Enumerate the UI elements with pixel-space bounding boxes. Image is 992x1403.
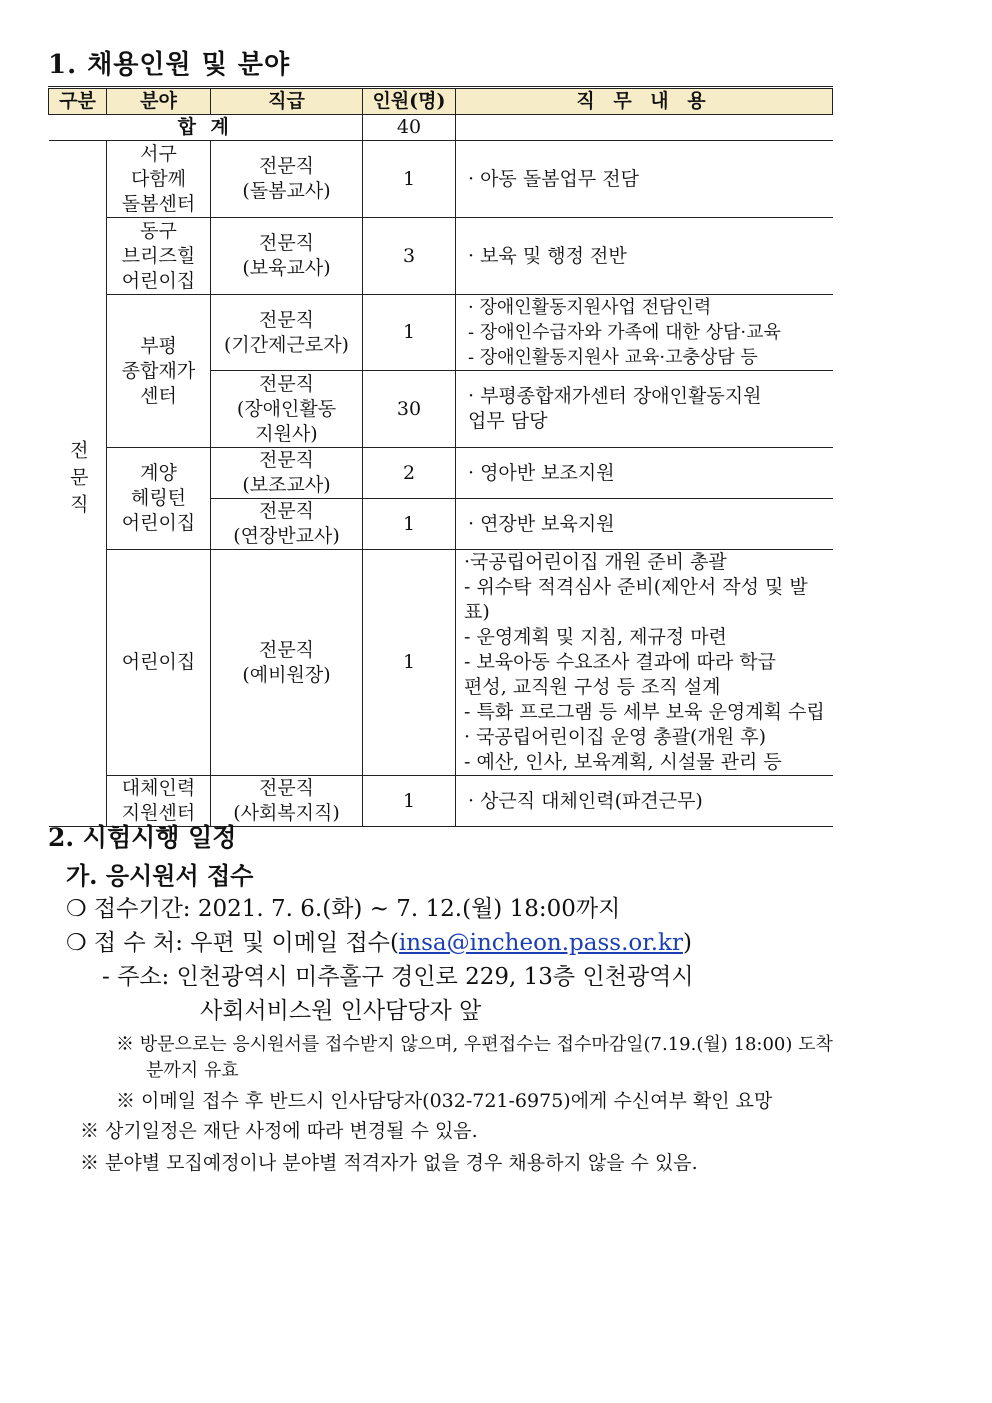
duty-cell: · 상근직 대체인력(파견근무): [456, 776, 833, 827]
count-cell: 1: [363, 776, 456, 827]
header-inwon: 인원(명): [363, 88, 456, 115]
count-cell: 3: [363, 218, 456, 295]
grade-cell: 전문직 (보육교사): [211, 218, 363, 295]
count-cell: 30: [363, 371, 456, 448]
note-no-hire: ※ 분야별 모집예정이나 분야별 적격자가 없을 경우 채용하지 않을 수 있음.: [80, 1152, 698, 1174]
note-visit: ※ 방문으로는 응시원서를 접수받지 않으며, 우편접수는 접수마감일(7.19.(월) 18:00) 도착: [116, 1034, 833, 1055]
header-gubun: 구분: [49, 88, 107, 115]
note-visit-cont: 분까지 유효: [146, 1060, 239, 1081]
reception-place-suffix: ): [682, 930, 692, 956]
table-header-row: [49, 88, 833, 115]
table-row: [49, 550, 833, 776]
total-label: 합 계: [49, 115, 363, 141]
field-cell: 동구 브리즈힐 어린이집: [107, 218, 211, 295]
grade-cell: 전문직 (기간제근로자): [211, 295, 363, 371]
grade-cell: 전문직 (장애인활동 지원사): [211, 371, 363, 448]
count-cell: 1: [363, 141, 456, 218]
recruitment-table: [48, 86, 833, 827]
grade-cell: 전문직 (연장반교사): [211, 499, 363, 550]
count-cell: 1: [363, 295, 456, 371]
total-value: 40: [363, 115, 456, 141]
table-row: [49, 141, 833, 218]
count-cell: 1: [363, 499, 456, 550]
field-cell: 부평 종합재가 센터: [107, 295, 211, 448]
reception-period: ❍ 접수기간: 2021. 7. 6.(화) ~ 7. 12.(월) 18:00까지: [66, 896, 621, 922]
count-cell: 2: [363, 448, 456, 499]
duty-cell: ·국공립어린이집 개원 준비 총괄 - 위수탁 적격심사 준비(제안서 작성 및 발표) - 운영계획 및 지침, 제규정 마련 - 보육아동 수요조사 결과에 따라 학급 편성, 교직원 구성 등 조직 설계 - 특화 프로그램 등 세부 보육 운영계획 수립 · 국공립어린이집 운영 총괄(개원 후) - 예산, 인사, 보육계획, 시설물 관리 등: [456, 550, 833, 776]
duty-cell: · 부평종합재가센터 장애인활동지원 업무 담당: [456, 371, 833, 448]
category-label: 전문직: [66, 439, 89, 521]
field-cell: 대체인력 지원센터: [107, 776, 211, 827]
total-row: [49, 115, 833, 141]
duty-cell: · 장애인활동지원사업 전담인력 - 장애인수급자와 가족에 대한 상담·교육 - 장애인활동지원사 교육·고충상담 등: [456, 295, 833, 371]
table-row: [49, 295, 833, 371]
field-cell: 서구 다함께 돌봄센터: [107, 141, 211, 218]
header-jikmu: 직 무 내 용: [456, 88, 833, 115]
section1-title: 1. 채용인원 및 분야: [48, 50, 291, 80]
note-email: ※ 이메일 접수 후 반드시 인사담당자(032-721-6975)에게 수신여부 확인 요망: [116, 1090, 773, 1112]
grade-cell: 전문직 (사회복지직): [211, 776, 363, 827]
header-jikgeup: 직급: [211, 88, 363, 115]
address-line1: - 주소: 인천광역시 미추홀구 경인로 229, 13층 인천광역시: [102, 964, 694, 990]
reception-place-prefix: ❍ 접 수 처: 우편 및 이메일 접수(: [66, 930, 399, 956]
field-cell: 어린이집: [107, 550, 211, 776]
field-cell: 계양 헤링턴 어린이집: [107, 448, 211, 550]
header-bunya: 분야: [107, 88, 211, 115]
table-row: [49, 448, 833, 499]
count-cell: 1: [363, 550, 456, 776]
email-link[interactable]: insa@incheon.pass.or.kr: [398, 930, 683, 956]
section2-subtitle: 가. 응시원서 접수: [66, 861, 254, 890]
table-row: [49, 218, 833, 295]
category-cell: [49, 141, 107, 827]
note-schedule-change: ※ 상기일정은 재단 사정에 따라 변경될 수 있음.: [80, 1120, 478, 1142]
duty-cell: · 보육 및 행정 전반: [456, 218, 833, 295]
grade-cell: 전문직 (예비원장): [211, 550, 363, 776]
grade-cell: 전문직 (보조교사): [211, 448, 363, 499]
section2-title: 2. 시험시행 일정: [48, 823, 237, 852]
duty-cell: · 아동 돌봄업무 전담: [456, 141, 833, 218]
duty-cell: · 영아반 보조지원: [456, 448, 833, 499]
address-line2: 사회서비스원 인사담당자 앞: [200, 998, 482, 1024]
grade-cell: 전문직 (돌봄교사): [211, 141, 363, 218]
duty-cell: · 연장반 보육지원: [456, 499, 833, 550]
reception-place: [66, 924, 692, 957]
